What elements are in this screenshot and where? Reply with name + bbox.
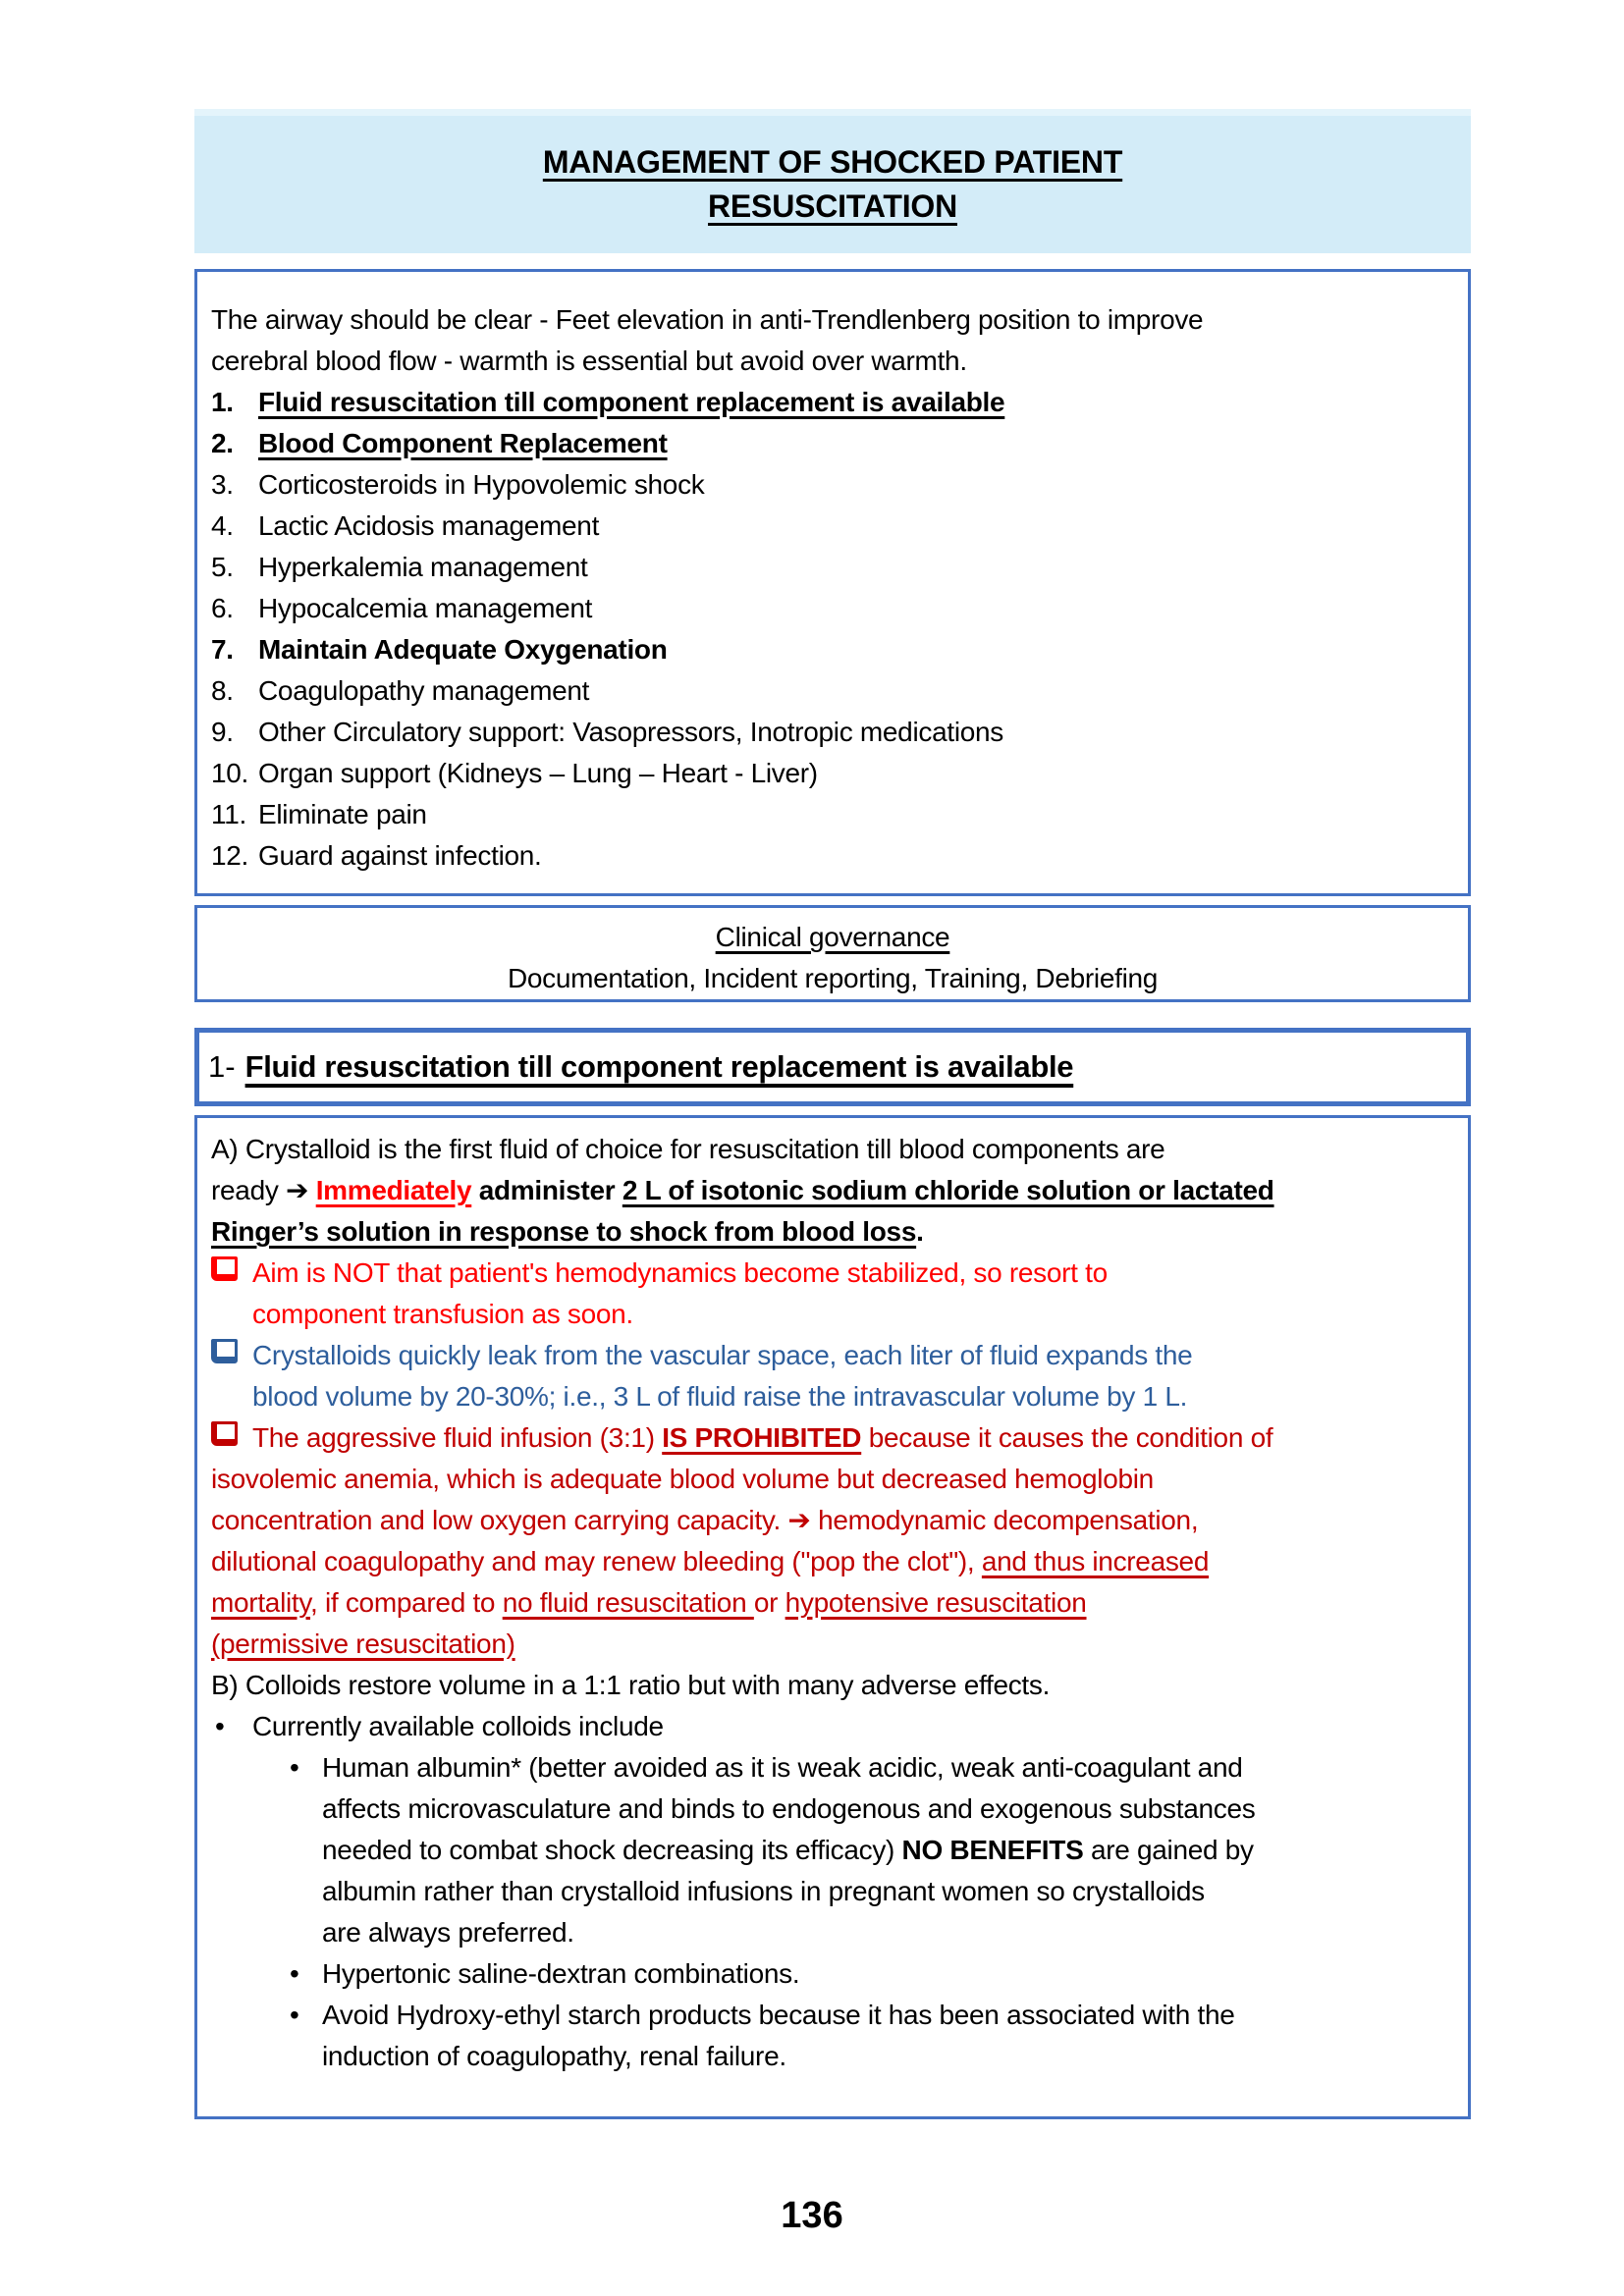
- text-line: [211, 1335, 1454, 1376]
- arrow-icon: ➔: [286, 1174, 309, 1206]
- text-segment: and thus increased: [981, 1546, 1210, 1576]
- text-line: [211, 1789, 1454, 1830]
- text-line: [211, 547, 1454, 588]
- text-segment: NO BENEFITS: [901, 1835, 1084, 1865]
- text-line: [211, 1459, 1454, 1500]
- text-segment: are always preferred.: [322, 1917, 574, 1948]
- text-segment: isovolemic anemia, which is adequate blood volume but decreased hemoglobin: [211, 1464, 1154, 1494]
- title-banner: [194, 109, 1471, 253]
- text-line: [211, 1294, 1454, 1335]
- bullet-icon: •: [215, 1711, 225, 1741]
- text-line: [211, 1747, 1454, 1789]
- fluid-resuscitation-detail-box: [194, 1115, 1471, 2119]
- text-segment: needed to combat shock decreasing its efficacy): [322, 1835, 902, 1865]
- text-segment: hemodynamic decompensation,: [810, 1505, 1199, 1535]
- text-segment: Coagulopathy management: [258, 675, 590, 706]
- text-segment: , if compared to: [310, 1587, 503, 1618]
- bullet-icon: •: [290, 1752, 299, 1783]
- text-line: [211, 1830, 1454, 1871]
- text-segment: concentration and low oxygen carrying capacity.: [211, 1505, 788, 1535]
- text-segment: Blood Component Replacement: [258, 428, 668, 458]
- text-line: [211, 835, 1454, 877]
- bullet-icon: •: [290, 2000, 299, 2030]
- text-line: [211, 1500, 1454, 1541]
- text-segment: Currently available colloids include: [252, 1711, 664, 1741]
- text-segment: induction of coagulopathy, renal failure.: [322, 2041, 786, 2071]
- text-segment: Aim is NOT that patient's hemodynamics become stabilized, so resort to: [252, 1257, 1108, 1288]
- text-segment: A) Crystalloid is the first fluid of choice for resuscitation till blood components are: [211, 1134, 1165, 1164]
- text-segment: dilutional coagulopathy and may renew bleeding ("pop the clot"),: [211, 1546, 982, 1576]
- text-line: [211, 341, 1454, 382]
- text-line: [211, 506, 1454, 547]
- text-line: [211, 1706, 1454, 1747]
- text-line: [211, 1582, 1454, 1624]
- text-segment: no fluid resuscitation: [502, 1587, 754, 1618]
- list-item-number: 10.: [211, 758, 249, 788]
- text-segment: Fluid resuscitation till component replacement is available: [258, 387, 1005, 417]
- page-title-line2: RESUSCITATION: [708, 188, 957, 224]
- section-1-heading-box: [194, 1028, 1471, 1106]
- page-number: 136: [781, 2195, 843, 2236]
- list-item-number: 11.: [211, 799, 246, 829]
- text-segment: are gained by: [1083, 1835, 1254, 1865]
- text-line: [211, 629, 1454, 670]
- text-line: [211, 1871, 1454, 1912]
- text-segment: Avoid Hydroxy-ethyl starch products because it has been associated with the: [322, 2000, 1235, 2030]
- text-line: [211, 670, 1454, 712]
- text-segment: Hyperkalemia management: [258, 552, 588, 582]
- list-item-number: 5.: [211, 552, 234, 582]
- list-item-number: 9.: [211, 717, 234, 747]
- text-line: [211, 1211, 1454, 1253]
- text-segment: blood volume by 20-30%; i.e., 3 L of fluid raise the intravascular volume by 1 L.: [252, 1381, 1188, 1412]
- text-segment: Organ support (Kidneys – Lung – Heart - Liver): [258, 758, 818, 788]
- list-item-number: 1.: [211, 387, 234, 417]
- text-segment: Ringer’s solution in response to shock from blood loss: [211, 1216, 917, 1247]
- text-segment: 2 L of isotonic sodium chloride solution or lactated: [622, 1175, 1274, 1205]
- text-line: [211, 712, 1454, 753]
- text-line: [211, 588, 1454, 629]
- text-segment: ready: [211, 1175, 287, 1205]
- text-line: [211, 1417, 1454, 1459]
- text-segment: administer: [471, 1175, 623, 1205]
- text-line: [211, 753, 1454, 794]
- text-line: [211, 1376, 1454, 1417]
- text-segment: IS PROHIBITED: [662, 1422, 862, 1453]
- text-line: [211, 1253, 1454, 1294]
- text-line: [211, 1129, 1454, 1170]
- list-item-number: 8.: [211, 675, 234, 706]
- resuscitation-overview-box: [194, 269, 1471, 896]
- text-line: [211, 1541, 1454, 1582]
- text-segment: Human albumin* (better avoided as it is weak acidic, weak anti-coagulant and: [322, 1752, 1243, 1783]
- text-segment: cerebral blood flow - warmth is essential but avoid over warmth.: [211, 346, 967, 376]
- clinical-governance-subtitle: Documentation, Incident reporting, Training, Debriefing: [507, 963, 1159, 993]
- text-line: [211, 464, 1454, 506]
- list-item-number: 4.: [211, 510, 234, 541]
- text-line: [211, 423, 1454, 464]
- list-item-number: 7.: [211, 634, 234, 665]
- text-segment: because it causes the condition of: [861, 1422, 1273, 1453]
- text-segment: Hypertonic saline-dextran combinations.: [322, 1958, 800, 1989]
- text-segment: [308, 1175, 315, 1205]
- text-segment: (permissive resuscitation): [211, 1629, 515, 1659]
- text-segment: or: [753, 1587, 785, 1618]
- text-line: [211, 2036, 1454, 2077]
- text-line: [211, 1170, 1454, 1211]
- text-segment: Eliminate pain: [258, 799, 427, 829]
- section-number: 1-: [208, 1049, 236, 1084]
- text-segment: Crystalloids quickly leak from the vascular space, each liter of fluid expands the: [252, 1340, 1193, 1370]
- text-segment: Corticosteroids in Hypovolemic shock: [258, 469, 705, 500]
- text-line: [211, 794, 1454, 835]
- text-line: [211, 1624, 1454, 1665]
- text-segment: Hypocalcemia management: [258, 593, 593, 623]
- text-segment: component transfusion as soon.: [252, 1299, 633, 1329]
- text-segment: Immediately: [315, 1175, 472, 1205]
- text-segment: Other Circulatory support: Vasopressors, Inotropic medications: [258, 717, 1003, 747]
- text-line: [211, 1953, 1454, 1995]
- text-segment: albumin rather than crystalloid infusions in pregnant women so crystalloids: [322, 1876, 1205, 1906]
- text-segment: The airway should be clear - Feet elevation in anti-Trendlenberg position to improve: [211, 304, 1204, 335]
- text-segment: Guard against infection.: [258, 840, 542, 871]
- section-title: Fluid resuscitation till component replacement is available: [244, 1049, 1074, 1084]
- text-segment: .: [916, 1216, 924, 1247]
- arrow-icon: ➔: [787, 1504, 811, 1536]
- text-line: [211, 1995, 1454, 2036]
- clinical-governance-box: [194, 905, 1471, 1002]
- list-item-number: 12.: [211, 840, 249, 871]
- checkbox-bullet-icon: [211, 1339, 238, 1363]
- page-title-line1: MANAGEMENT OF SHOCKED PATIENT: [542, 144, 1123, 180]
- text-segment: B) Colloids restore volume in a 1:1 ratio but with many adverse effects.: [211, 1670, 1051, 1700]
- list-item-number: 2.: [211, 428, 234, 458]
- list-item-number: 3.: [211, 469, 234, 500]
- checkbox-bullet-icon: [211, 1256, 238, 1281]
- checkbox-bullet-icon: [211, 1421, 238, 1446]
- text-segment: Maintain Adequate Oxygenation: [258, 634, 668, 665]
- clinical-governance-title: Clinical governance: [715, 922, 950, 952]
- text-line: [211, 1912, 1454, 1953]
- text-segment: Lactic Acidosis management: [258, 510, 600, 541]
- text-line: [211, 1665, 1454, 1706]
- text-segment: affects microvasculature and binds to endogenous and exogenous substances: [322, 1793, 1256, 1824]
- text-line: [211, 299, 1454, 341]
- text-segment: The aggressive fluid infusion (3:1): [252, 1422, 663, 1453]
- text-line: [211, 382, 1454, 423]
- bullet-icon: •: [290, 1958, 299, 1989]
- text-segment: mortality: [211, 1587, 311, 1618]
- list-item-number: 6.: [211, 593, 234, 623]
- text-segment: hypotensive resuscitation: [785, 1587, 1087, 1618]
